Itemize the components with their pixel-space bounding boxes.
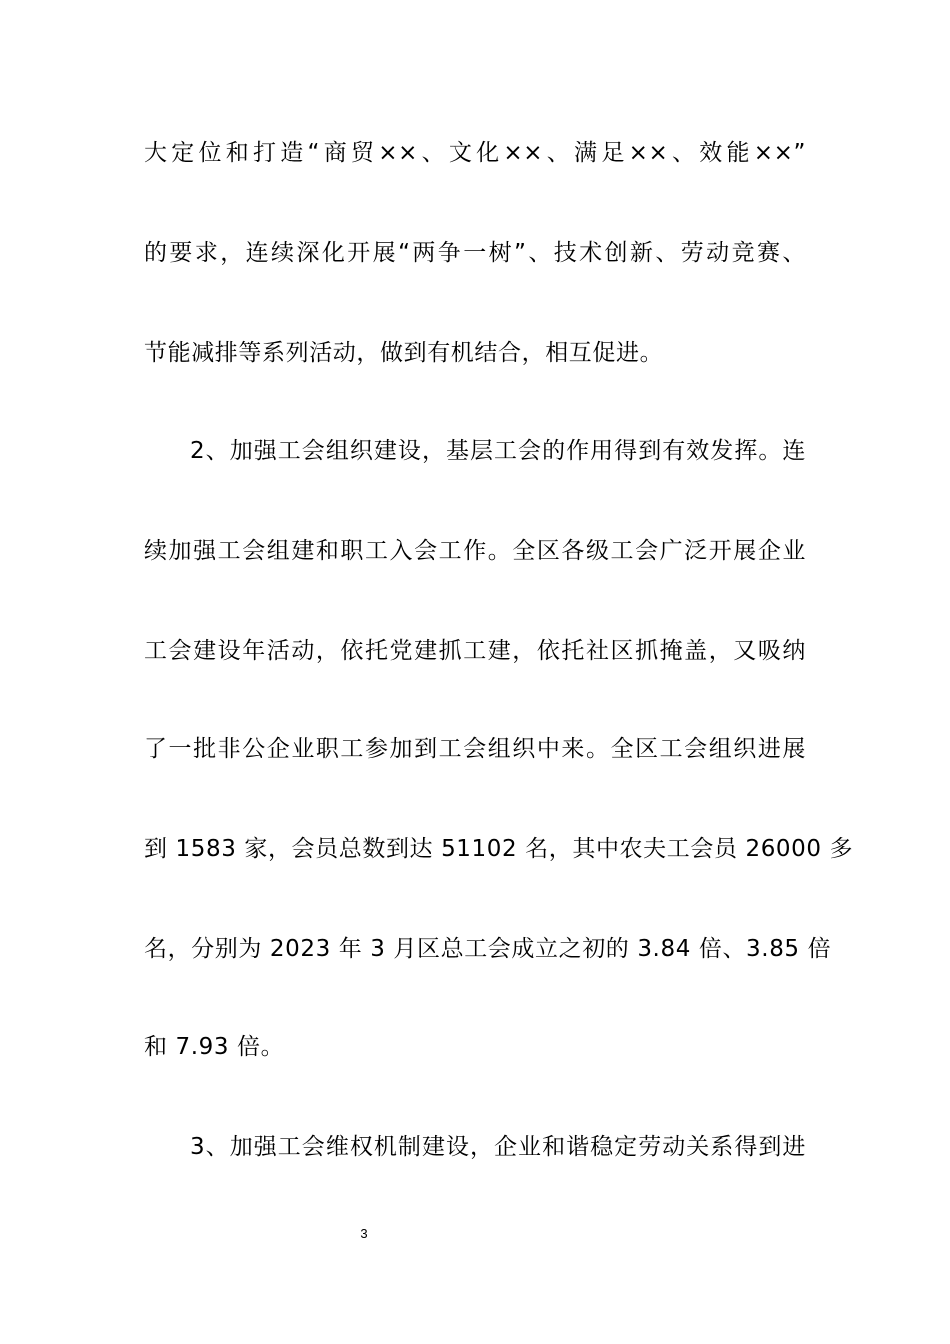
text-line-11: 3、加强工会维权机制建设，企业和谐稳定劳动关系得到进 [190,1134,806,1160]
text-line-9: 名，分别为 2023 年 3 月区总工会成立之初的 3.84 倍、3.85 倍 [144,936,832,962]
text-line-8: 到 1583 家，会员总数到达 51102 名，其中农夫工会员 26000 多 [144,836,854,862]
text-line-4: 2、加强工会组织建设，基层工会的作用得到有效发挥。连 [190,438,806,464]
text-line-5: 续加强工会组建和职工入会工作。全区各级工会广泛开展企业 [144,538,806,564]
text-line-7: 了一批非公企业职工参加到工会组织中来。全区工会组织进展 [144,736,806,762]
text-line-1: 大定位和打造“商贸××、文化××、满足××、效能××” [144,140,806,166]
page-number: 3 [360,1226,368,1241]
text-line-3: 节能减排等系列活动，做到有机结合，相互促进。 [144,340,664,366]
text-line-6: 工会建设年活动，依托党建抓工建，依托社区抓掩盖，又吸纳 [144,638,806,664]
text-line-10: 和 7.93 倍。 [144,1034,285,1060]
text-line-2: 的要求，连续深化开展“两争一树”、技术创新、劳动竞赛、 [144,240,806,266]
